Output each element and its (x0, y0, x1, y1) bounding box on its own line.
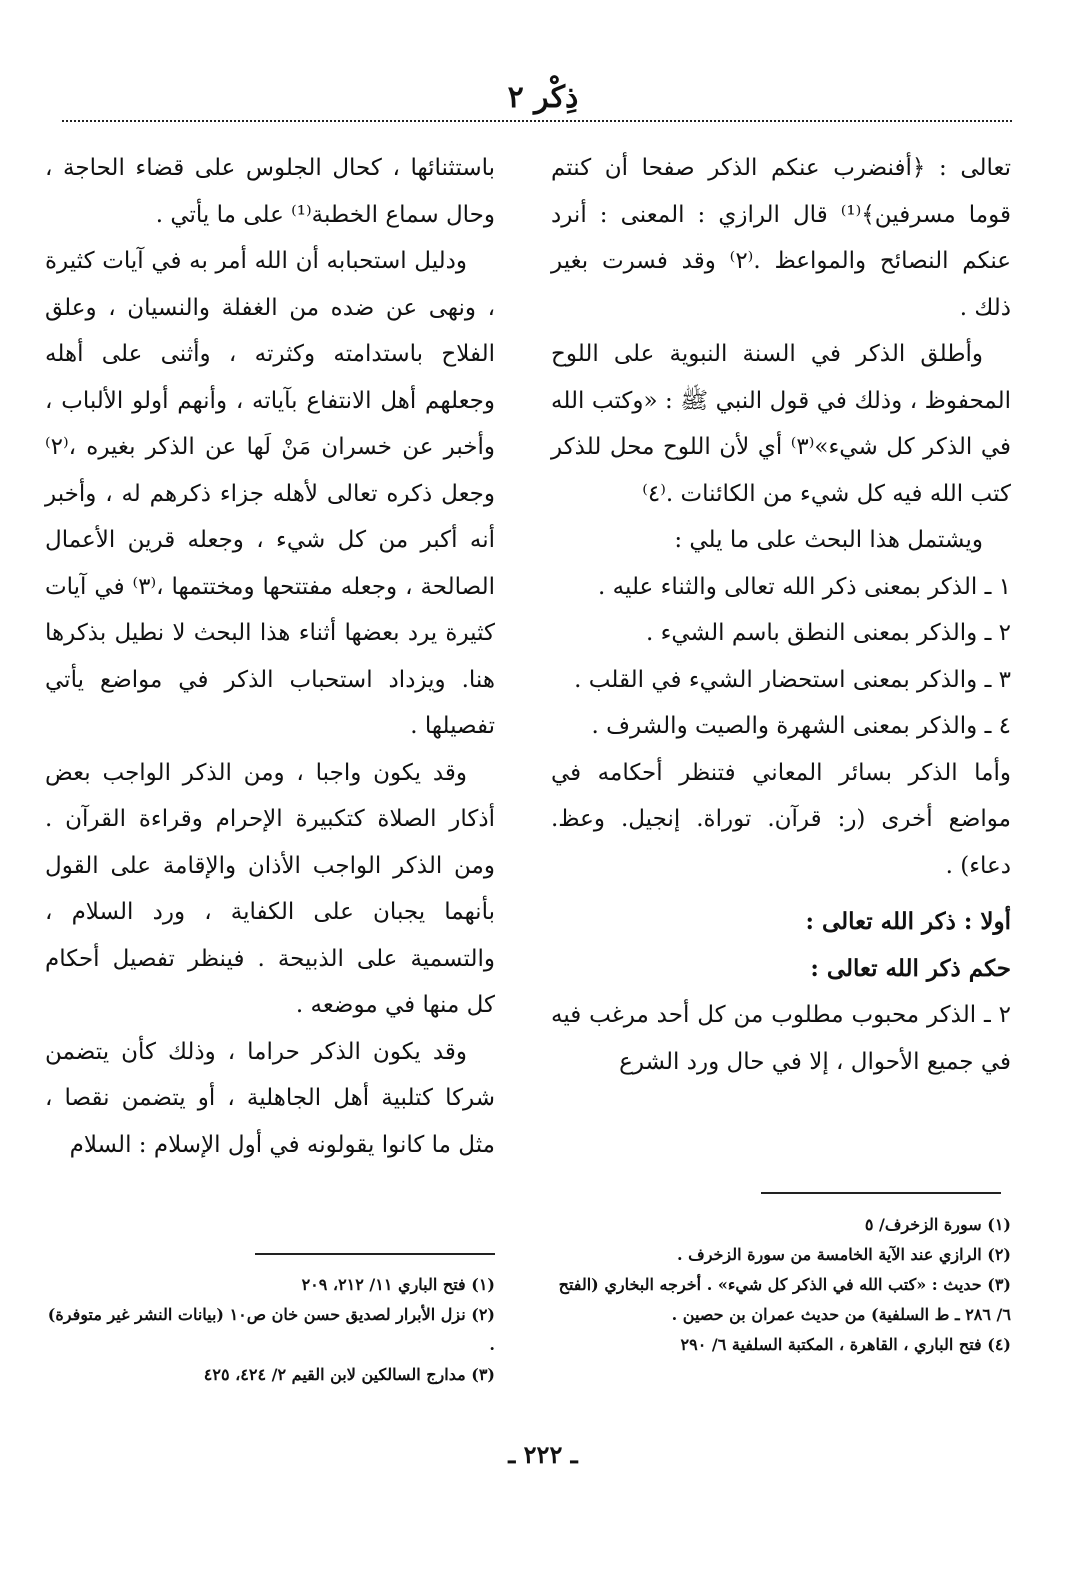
paragraph: وأما الذكر بسائر المعاني فتنظر أحكامه في مواضع أخرى (ر: قرآن. توراة. إنجيل. وعظ. دعاء) . (551, 759, 1011, 879)
footnote: (١) سورة الزخرف/ ٥ (864, 1215, 1011, 1234)
left-column (45, 145, 495, 1168)
footnotes-left (45, 1270, 495, 1390)
footnote: (٢) الرازي عند الآية الخامسة من سورة الزخرف . (676, 1245, 1011, 1264)
header-divider (62, 120, 1012, 122)
footnote: (٣) حديث : «كتب الله في الذكر كل شيء» . أخرجه البخاري (الفتح ٦/ ٢٨٦ ـ ط السلفية) من حديث عمران بن حصين . (558, 1275, 1011, 1324)
paragraph: وقد يكون واجبا ، ومن الذكر الواجب بعض أذكار الصلاة كتكبيرة الإحرام وقراءة القرآن . ومن الذكر الواجب الأذان والإقامة على القول بأنهما يجبان على الكفاية ، ورد السلام ، والتسمية على الذبيحة . فينظر تفصيل أحكام كل منها في موضعه . (45, 759, 495, 1018)
page-number: ـ ٢٢٢ ـ (508, 1440, 578, 1469)
paragraph: ودليل استحبابه أن الله أمر به في آيات كثيرة ، ونهى عن ضده من الغفلة والنسيان ، وعلق الفلاح باستدامته وكثرته ، وأثنى على أهله وجعلهم أهل الانتفاع بآياته ، وأنهم أولو الألباب ، وأخبر عن خسران مَنْ لَها عن الذكر بغيره ،⁽٢⁾ وجعل ذكره تعالى لأهله جزاء ذكرهم له ، وأخبر أنه أكبر من كل شيء ، وجعله قرين الأعمال الصالحة ، وجعله مفتتحها ومختتمها ،⁽٣⁾ في آيات كثيرة يرد بعضها أثناء هذا البحث لا نطيل بذكرها هنا. ويزداد استحباب الذكر في مواضع يأتي تفصيلها . (45, 248, 495, 739)
section-heading: أولا : ذكر الله تعالى : (805, 908, 1011, 935)
list-item: ٢ ـ والذكر بمعنى النطق باسم الشيء . (646, 620, 1011, 646)
page-header-title: ذِكْر ٢ (507, 80, 579, 115)
paragraph: ٢ ـ الذكر محبوب مطلوب من كل أحد مرغب فيه في جميع الأحوال ، إلا في حال ورد الشرع (551, 1002, 1011, 1075)
list-item: ١ ـ الذكر بمعنى ذكر الله تعالى والثناء عليه . (598, 573, 1011, 600)
right-column (551, 145, 1011, 1085)
footnotes-right (551, 1210, 1011, 1360)
paragraph: وأطلق الذكر في السنة النبوية على اللوح المحفوظ ، وذلك في قول النبي ﷺ : «وكتب الله في الذكر كل شيء»⁽٣⁾ أي لأن اللوح محل للذكر كتب الله فيه كل شيء من الكائنات .⁽٤⁾ (551, 341, 1011, 507)
list-item: ٣ ـ والذكر بمعنى استحضار الشيء في القلب . (574, 666, 1011, 693)
section-subheading: حكم ذكر الله تعالى : (810, 954, 1011, 982)
footnote: (٣) مدارج السالكين لابن القيم ٢/ ٤٢٤، ٤٢٥ (203, 1365, 495, 1384)
footnote: (٤) فتح الباري ، القاهرة ، المكتبة السلفية ٦/ ٢٩٠ (680, 1335, 1011, 1354)
paragraph: تعالى : ﴿أفنضرب عنكم الذكر صفحا أن كنتم قوما مسرفين﴾⁽¹⁾ قال الرازي : المعنى : أنرد عنكم النصائح والمواعظ .⁽٢⁾ وقد فسرت بغير ذلك . (551, 155, 1011, 321)
footnote: (١) فتح الباري ١١/ ٢١٢، ٢٠٩ (301, 1275, 495, 1294)
paragraph: باستثنائها ، كحال الجلوس على قضاء الحاجة ، وحال سماع الخطبة⁽¹⁾ على ما يأتي . (45, 155, 495, 228)
footnote-divider (761, 1192, 1001, 1194)
footnote: (٢) نزل الأبرار لصديق حسن خان ص١٠ (بيانات النشر غير متوفرة) . (47, 1305, 495, 1354)
footnote-divider (255, 1253, 495, 1255)
paragraph: وقد يكون الذكر حراما ، وذلك كأن يتضمن شركا كتلبية أهل الجاهلية ، أو يتضمن نقصا ، مثل ما كانوا يقولونه في أول الإسلام : السلام (45, 1038, 495, 1158)
list-item: ٤ ـ والذكر بمعنى الشهرة والصيت والشرف . (591, 713, 1011, 739)
paragraph: ويشتمل هذا البحث على ما يلي : (674, 527, 983, 553)
